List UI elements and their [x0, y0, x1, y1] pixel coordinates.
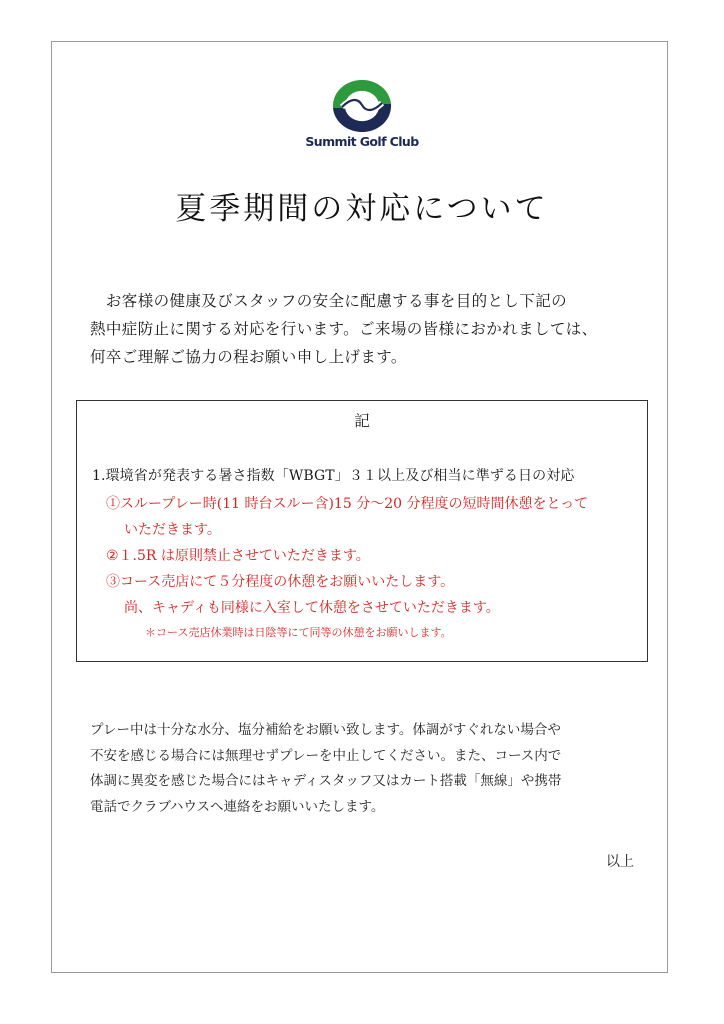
footer-line: 不安を感じる場合には無理せずプレーを中止してください。また、コース内で	[90, 747, 562, 764]
logo-text: Summit Golf Club	[305, 134, 419, 149]
intro-line: 熱中症防止に関する対応を行います。ご来場の皆様におかれましては、	[90, 320, 598, 338]
red-line-1: ①スループレー時(11 時台スルー含)15 分～20 分程度の短時間休憩をとって	[106, 496, 589, 512]
red-line-1-cont: いただきます。	[124, 522, 221, 538]
notice-heading: 記	[354, 412, 370, 430]
closing-mark: 以上	[606, 854, 634, 870]
footer-line: プレー中は十分な水分、塩分補給をお願い致します。体調がすぐれない場合や	[90, 722, 561, 738]
red-line-2: ②１.5R は原則禁止させていただきます。	[106, 548, 370, 564]
notice-red-list	[106, 491, 588, 621]
red-line-3: ③コース売店にて５分程度の休憩をお願いいたします。	[106, 574, 455, 590]
page-title: 夏季期間の対応について	[175, 191, 549, 227]
summit-logo-icon	[327, 80, 397, 132]
notice-item-1: 1.環境省が発表する暑さ指数「WBGT」３１以上及び相当に準ずる日の対応	[92, 468, 575, 484]
intro-paragraph	[90, 287, 650, 371]
notice-box	[76, 400, 648, 662]
footer-line: 体調に異変を感じた場合にはキャディスタッフ又はカート搭載「無線」や携帯	[90, 773, 562, 789]
intro-line: 何卒ご理解ご協力の程お願い申し上げます。	[90, 348, 407, 366]
notice-footnote: ＊コース売店休業時は日陰等にて同等の休憩をお願いします。	[145, 626, 452, 639]
red-line-3-cont: 尚、キャディも同様に入室して休憩をさせていただきます。	[124, 600, 500, 616]
footer-line: 電話でクラブハウスへ連絡をお願いいたします。	[90, 798, 385, 815]
footer-paragraph	[90, 718, 650, 820]
club-logo	[300, 80, 424, 152]
intro-line: お客様の健康及びスタッフの安全に配慮する事を目的とし下記の	[90, 292, 568, 310]
